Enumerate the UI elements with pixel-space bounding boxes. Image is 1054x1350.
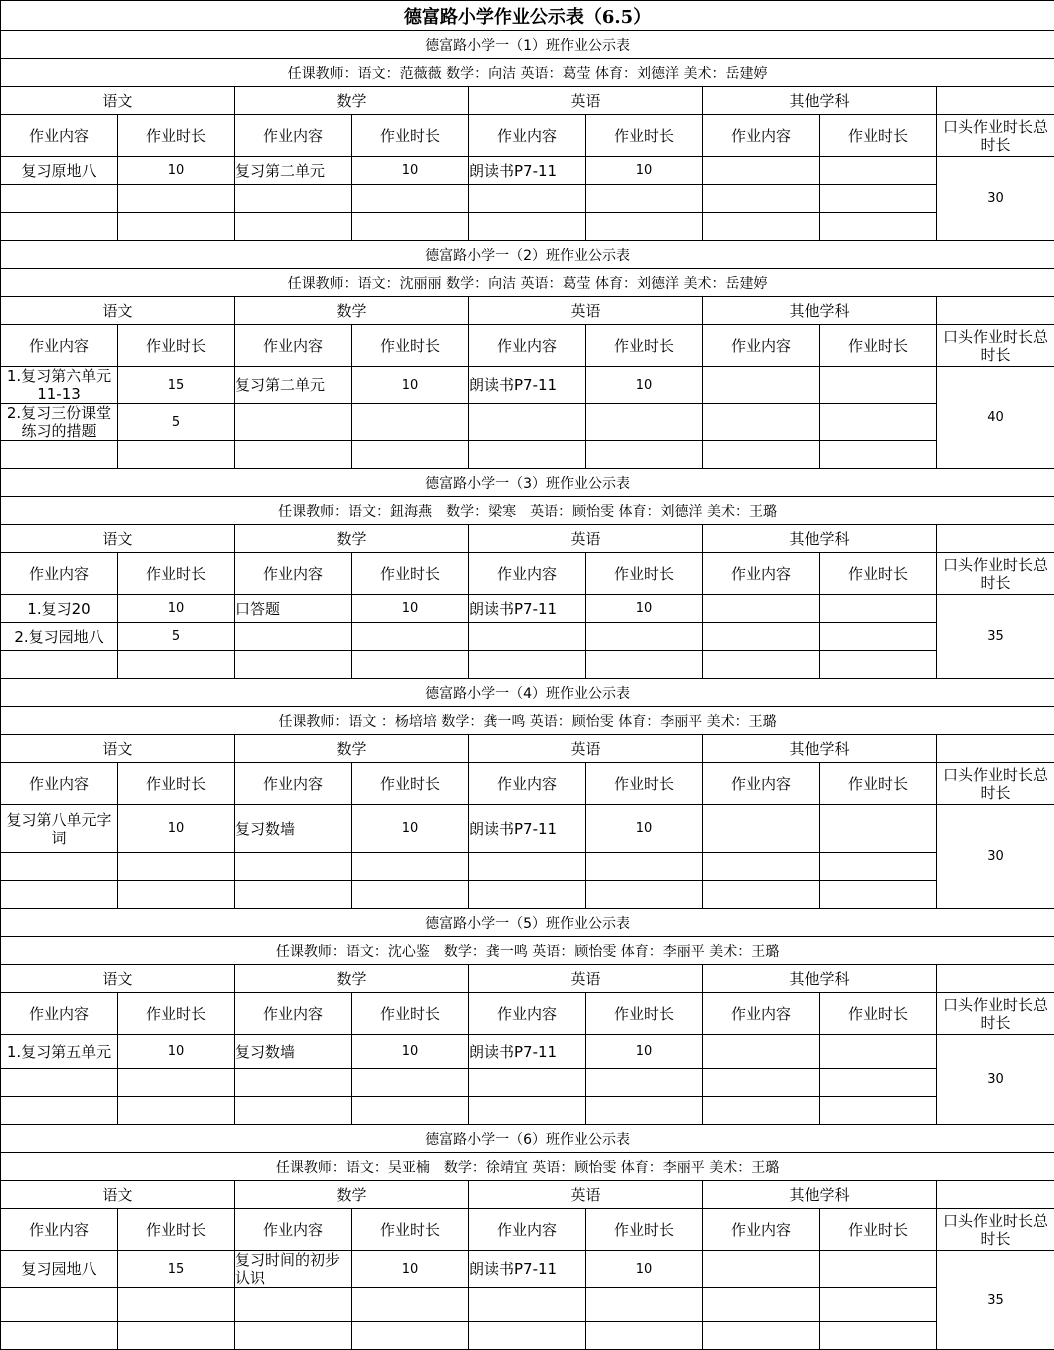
english-content bbox=[469, 1097, 586, 1125]
math-duration bbox=[352, 441, 469, 469]
math-duration bbox=[352, 1097, 469, 1125]
header-content: 作业内容 bbox=[1, 763, 118, 805]
english-content bbox=[469, 805, 586, 853]
english-duration bbox=[586, 651, 703, 679]
chinese-duration: 15 bbox=[118, 1251, 235, 1288]
english-content-text: 朗读书P7-11 bbox=[469, 600, 585, 618]
math-content-text: 复习数墙 bbox=[235, 820, 351, 838]
subject-english: 英语 bbox=[469, 735, 703, 763]
teacher-list: 任课教师：语文 ：杨培培 数学：龚一鸣 英语：顾怡雯 体育：李丽平 美术：王璐 bbox=[1, 707, 1054, 735]
header-duration: 作业时长 bbox=[820, 325, 937, 367]
other-duration bbox=[820, 1251, 937, 1288]
empty-cell bbox=[937, 297, 1054, 325]
class-title: 德富路小学一（3）班作业公示表 bbox=[1, 469, 1054, 497]
chinese-duration: 10 bbox=[118, 595, 235, 623]
math-duration bbox=[352, 1288, 469, 1322]
chinese-content-text: 复习原地八 bbox=[1, 162, 117, 180]
chinese-content bbox=[1, 623, 118, 651]
english-content bbox=[469, 623, 586, 651]
header-content: 作业内容 bbox=[469, 553, 586, 595]
chinese-content bbox=[1, 185, 118, 213]
header-content: 作业内容 bbox=[235, 553, 352, 595]
chinese-content bbox=[1, 1322, 118, 1350]
english-duration bbox=[586, 404, 703, 441]
english-content-text: 朗读书P7-11 bbox=[469, 820, 585, 838]
subject-math: 数学 bbox=[235, 735, 469, 763]
chinese-duration: 10 bbox=[118, 805, 235, 853]
header-content: 作业内容 bbox=[1, 1209, 118, 1251]
english-content-text: 朗读书P7-11 bbox=[469, 376, 585, 394]
header-duration: 作业时长 bbox=[352, 115, 469, 157]
total-duration: 35 bbox=[937, 595, 1054, 679]
math-duration: 10 bbox=[352, 367, 469, 404]
english-content bbox=[469, 881, 586, 909]
chinese-content bbox=[1, 1069, 118, 1097]
english-duration: 10 bbox=[586, 1251, 703, 1288]
english-duration: 10 bbox=[586, 367, 703, 404]
header-content: 作业内容 bbox=[703, 1209, 820, 1251]
chinese-content-text: 1.复习第六单元11-13 bbox=[1, 367, 117, 403]
header-total bbox=[937, 325, 1054, 367]
math-duration: 10 bbox=[352, 157, 469, 185]
chinese-content bbox=[1, 1288, 118, 1322]
english-duration bbox=[586, 853, 703, 881]
subject-english: 英语 bbox=[469, 965, 703, 993]
header-content: 作业内容 bbox=[469, 763, 586, 805]
english-content bbox=[469, 1288, 586, 1322]
header-duration: 作业时长 bbox=[586, 325, 703, 367]
english-duration bbox=[586, 441, 703, 469]
english-content bbox=[469, 213, 586, 241]
english-duration bbox=[586, 1069, 703, 1097]
table-row bbox=[1, 157, 1054, 185]
chinese-duration: 5 bbox=[118, 623, 235, 651]
chinese-content-text: 复习园地八 bbox=[1, 1260, 117, 1278]
other-duration bbox=[820, 881, 937, 909]
other-duration bbox=[820, 1288, 937, 1322]
header-duration: 作业时长 bbox=[352, 993, 469, 1035]
english-content bbox=[469, 651, 586, 679]
subject-chinese: 语文 bbox=[1, 965, 235, 993]
subject-math: 数学 bbox=[235, 87, 469, 115]
header-total-text: 口头作业时长总时长 bbox=[937, 118, 1054, 154]
subject-chinese: 语文 bbox=[1, 1181, 235, 1209]
header-content: 作业内容 bbox=[235, 115, 352, 157]
table-row bbox=[1, 853, 1054, 881]
table-row bbox=[1, 1251, 1054, 1288]
page-title: 德富路小学作业公示表（6.5） bbox=[1, 1, 1054, 31]
header-duration: 作业时长 bbox=[118, 993, 235, 1035]
chinese-content bbox=[1, 157, 118, 185]
english-duration: 10 bbox=[586, 805, 703, 853]
header-duration: 作业时长 bbox=[820, 115, 937, 157]
class-title: 德富路小学一（1）班作业公示表 bbox=[1, 31, 1054, 59]
other-content bbox=[703, 805, 820, 853]
chinese-content bbox=[1, 595, 118, 623]
english-content-text: 朗读书P7-11 bbox=[469, 162, 585, 180]
math-duration: 10 bbox=[352, 1035, 469, 1069]
chinese-duration: 10 bbox=[118, 1035, 235, 1069]
chinese-duration bbox=[118, 185, 235, 213]
chinese-content bbox=[1, 1097, 118, 1125]
subject-chinese: 语文 bbox=[1, 297, 235, 325]
subject-chinese: 语文 bbox=[1, 87, 235, 115]
english-content bbox=[469, 1035, 586, 1069]
other-content bbox=[703, 881, 820, 909]
math-content bbox=[235, 1322, 352, 1350]
english-duration: 10 bbox=[586, 1035, 703, 1069]
math-content bbox=[235, 1288, 352, 1322]
teacher-list: 任课教师：语文：吴亚楠 数学：徐靖宜 英语：顾怡雯 体育：李丽平 美术：王璐 bbox=[1, 1153, 1054, 1181]
total-duration: 30 bbox=[937, 157, 1054, 241]
subject-chinese: 语文 bbox=[1, 735, 235, 763]
other-content bbox=[703, 623, 820, 651]
math-content bbox=[235, 441, 352, 469]
math-content bbox=[235, 853, 352, 881]
chinese-content-text: 复习第八单元字词 bbox=[1, 811, 117, 847]
header-total bbox=[937, 1209, 1054, 1251]
other-content bbox=[703, 157, 820, 185]
english-content bbox=[469, 185, 586, 213]
chinese-content-text: 2.复习园地八 bbox=[1, 628, 117, 646]
subject-other: 其他学科 bbox=[703, 1181, 937, 1209]
table-row bbox=[1, 1288, 1054, 1322]
math-content bbox=[235, 404, 352, 441]
math-content bbox=[235, 805, 352, 853]
math-content bbox=[235, 1069, 352, 1097]
chinese-duration: 5 bbox=[118, 404, 235, 441]
math-content bbox=[235, 881, 352, 909]
english-duration bbox=[586, 881, 703, 909]
english-duration bbox=[586, 1097, 703, 1125]
math-content-text: 复习第二单元 bbox=[235, 376, 351, 394]
math-content bbox=[235, 1251, 352, 1288]
other-content bbox=[703, 1069, 820, 1097]
header-duration: 作业时长 bbox=[586, 763, 703, 805]
english-duration bbox=[586, 213, 703, 241]
header-total-text: 口头作业时长总时长 bbox=[937, 766, 1054, 802]
header-total bbox=[937, 763, 1054, 805]
chinese-duration bbox=[118, 1097, 235, 1125]
other-content bbox=[703, 404, 820, 441]
table-row bbox=[1, 1069, 1054, 1097]
header-duration: 作业时长 bbox=[352, 325, 469, 367]
chinese-content-text: 1.复习20 bbox=[1, 600, 117, 618]
class-block-2 bbox=[1, 241, 1054, 269]
teacher-list: 任课教师：语文：鈕海燕 数学：梁寒 英语：顾怡雯 体育：刘德洋 美术：王璐 bbox=[1, 497, 1054, 525]
subject-other: 其他学科 bbox=[703, 965, 937, 993]
math-content bbox=[235, 185, 352, 213]
header-duration: 作业时长 bbox=[586, 115, 703, 157]
header-total-text: 口头作业时长总时长 bbox=[937, 328, 1054, 364]
empty-cell bbox=[937, 87, 1054, 115]
english-duration bbox=[586, 1288, 703, 1322]
chinese-duration bbox=[118, 651, 235, 679]
subject-math: 数学 bbox=[235, 525, 469, 553]
chinese-content bbox=[1, 213, 118, 241]
class-block-3 bbox=[1, 469, 1054, 497]
other-content bbox=[703, 1097, 820, 1125]
header-duration: 作业时长 bbox=[352, 1209, 469, 1251]
header-total-text: 口头作业时长总时长 bbox=[937, 996, 1054, 1032]
other-content bbox=[703, 1251, 820, 1288]
table-row bbox=[1, 404, 1054, 441]
header-content: 作业内容 bbox=[703, 993, 820, 1035]
math-content bbox=[235, 651, 352, 679]
header-content: 作业内容 bbox=[469, 115, 586, 157]
other-duration bbox=[820, 185, 937, 213]
total-duration: 30 bbox=[937, 1035, 1054, 1125]
header-duration: 作业时长 bbox=[352, 763, 469, 805]
math-duration: 10 bbox=[352, 1251, 469, 1288]
empty-cell bbox=[937, 735, 1054, 763]
table-row bbox=[1, 367, 1054, 404]
table-row bbox=[1, 623, 1054, 651]
chinese-duration: 15 bbox=[118, 367, 235, 404]
chinese-duration bbox=[118, 441, 235, 469]
other-content bbox=[703, 1322, 820, 1350]
english-content bbox=[469, 367, 586, 404]
header-duration: 作业时长 bbox=[586, 553, 703, 595]
other-duration bbox=[820, 1322, 937, 1350]
subject-chinese: 语文 bbox=[1, 525, 235, 553]
english-content bbox=[469, 441, 586, 469]
other-content bbox=[703, 595, 820, 623]
table-row bbox=[1, 185, 1054, 213]
other-duration bbox=[820, 441, 937, 469]
teacher-list: 任课教师：语文：沈丽丽 数学：向洁 英语：葛莹 体育：刘德洋 美术：岳建婷 bbox=[1, 269, 1054, 297]
math-duration bbox=[352, 185, 469, 213]
header-content: 作业内容 bbox=[469, 1209, 586, 1251]
table-row bbox=[1, 1035, 1054, 1069]
math-content bbox=[235, 367, 352, 404]
table-row bbox=[1, 213, 1054, 241]
english-content bbox=[469, 404, 586, 441]
class-title: 德富路小学一（5）班作业公示表 bbox=[1, 909, 1054, 937]
header-duration: 作业时长 bbox=[820, 1209, 937, 1251]
header-content: 作业内容 bbox=[703, 553, 820, 595]
math-duration: 10 bbox=[352, 805, 469, 853]
table-row bbox=[1, 651, 1054, 679]
header-content: 作业内容 bbox=[1, 325, 118, 367]
header-content: 作业内容 bbox=[703, 325, 820, 367]
other-content bbox=[703, 367, 820, 404]
chinese-content-text: 2.复习三份课堂练习的措题 bbox=[1, 404, 117, 440]
other-content bbox=[703, 185, 820, 213]
chinese-content bbox=[1, 1251, 118, 1288]
table-row bbox=[1, 595, 1054, 623]
math-duration bbox=[352, 651, 469, 679]
math-content-text: 复习第二单元 bbox=[235, 162, 351, 180]
header-content: 作业内容 bbox=[1, 553, 118, 595]
math-content bbox=[235, 623, 352, 651]
subject-other: 其他学科 bbox=[703, 735, 937, 763]
subject-english: 英语 bbox=[469, 87, 703, 115]
other-duration bbox=[820, 1035, 937, 1069]
math-duration bbox=[352, 1322, 469, 1350]
chinese-duration bbox=[118, 1322, 235, 1350]
header-content: 作业内容 bbox=[703, 115, 820, 157]
header-duration: 作业时长 bbox=[118, 1209, 235, 1251]
english-content bbox=[469, 1069, 586, 1097]
other-content bbox=[703, 1288, 820, 1322]
class-title: 德富路小学一（2）班作业公示表 bbox=[1, 241, 1054, 269]
header-total-text: 口头作业时长总时长 bbox=[937, 556, 1054, 592]
class-block-4 bbox=[1, 679, 1054, 707]
math-duration bbox=[352, 404, 469, 441]
english-duration: 10 bbox=[586, 157, 703, 185]
english-duration bbox=[586, 185, 703, 213]
english-content-text: 朗读书P7-11 bbox=[469, 1260, 585, 1278]
header-duration: 作业时长 bbox=[586, 1209, 703, 1251]
header-content: 作业内容 bbox=[1, 993, 118, 1035]
header-duration: 作业时长 bbox=[118, 763, 235, 805]
header-total bbox=[937, 115, 1054, 157]
header-content: 作业内容 bbox=[235, 1209, 352, 1251]
subject-english: 英语 bbox=[469, 297, 703, 325]
table-row bbox=[1, 805, 1054, 853]
math-duration bbox=[352, 881, 469, 909]
chinese-content bbox=[1, 651, 118, 679]
other-duration bbox=[820, 367, 937, 404]
other-duration bbox=[820, 404, 937, 441]
other-duration bbox=[820, 853, 937, 881]
header-duration: 作业时长 bbox=[820, 993, 937, 1035]
other-content bbox=[703, 213, 820, 241]
table-row bbox=[1, 441, 1054, 469]
header-total-text: 口头作业时长总时长 bbox=[937, 1212, 1054, 1248]
header-content: 作业内容 bbox=[469, 325, 586, 367]
total-duration: 40 bbox=[937, 367, 1054, 469]
math-duration bbox=[352, 213, 469, 241]
header-content: 作业内容 bbox=[235, 325, 352, 367]
header-content: 作业内容 bbox=[235, 763, 352, 805]
english-content-text: 朗读书P7-11 bbox=[469, 1043, 585, 1061]
english-duration: 10 bbox=[586, 595, 703, 623]
table-row bbox=[1, 1097, 1054, 1125]
other-duration bbox=[820, 213, 937, 241]
table-row bbox=[1, 881, 1054, 909]
subject-english: 英语 bbox=[469, 525, 703, 553]
class-title: 德富路小学一（6）班作业公示表 bbox=[1, 1125, 1054, 1153]
math-duration bbox=[352, 853, 469, 881]
class-title: 德富路小学一（4）班作业公示表 bbox=[1, 679, 1054, 707]
math-duration bbox=[352, 1069, 469, 1097]
subject-english: 英语 bbox=[469, 1181, 703, 1209]
math-content-text: 口答题 bbox=[235, 600, 351, 618]
math-content bbox=[235, 1097, 352, 1125]
other-duration bbox=[820, 623, 937, 651]
other-content bbox=[703, 853, 820, 881]
class-block-1 bbox=[1, 31, 1054, 59]
header-total bbox=[937, 553, 1054, 595]
chinese-content bbox=[1, 441, 118, 469]
other-content bbox=[703, 1035, 820, 1069]
header-total bbox=[937, 993, 1054, 1035]
empty-cell bbox=[937, 965, 1054, 993]
header-duration: 作业时长 bbox=[586, 993, 703, 1035]
table-row bbox=[1, 1322, 1054, 1350]
empty-cell bbox=[937, 1181, 1054, 1209]
chinese-duration bbox=[118, 853, 235, 881]
other-content bbox=[703, 441, 820, 469]
english-content bbox=[469, 595, 586, 623]
header-duration: 作业时长 bbox=[118, 553, 235, 595]
chinese-content bbox=[1, 1035, 118, 1069]
math-duration bbox=[352, 623, 469, 651]
header-content: 作业内容 bbox=[703, 763, 820, 805]
chinese-content-text: 1.复习第五单元 bbox=[1, 1043, 117, 1061]
subject-other: 其他学科 bbox=[703, 297, 937, 325]
header-content: 作业内容 bbox=[1, 115, 118, 157]
other-duration bbox=[820, 157, 937, 185]
total-duration: 35 bbox=[937, 1251, 1054, 1350]
chinese-content bbox=[1, 853, 118, 881]
header-content: 作业内容 bbox=[469, 993, 586, 1035]
english-duration bbox=[586, 623, 703, 651]
total-duration: 30 bbox=[937, 805, 1054, 909]
chinese-duration bbox=[118, 1069, 235, 1097]
subject-math: 数学 bbox=[235, 965, 469, 993]
other-duration bbox=[820, 805, 937, 853]
other-duration bbox=[820, 595, 937, 623]
subject-other: 其他学科 bbox=[703, 87, 937, 115]
other-duration bbox=[820, 1097, 937, 1125]
math-duration: 10 bbox=[352, 595, 469, 623]
teacher-list: 任课教师：语文：沈心鉴 数学：龚一鸣 英语：顾怡雯 体育：李丽平 美术：王璐 bbox=[1, 937, 1054, 965]
math-content bbox=[235, 213, 352, 241]
other-content bbox=[703, 651, 820, 679]
subject-other: 其他学科 bbox=[703, 525, 937, 553]
class-block-5 bbox=[1, 909, 1054, 937]
class-block-6 bbox=[1, 1125, 1054, 1153]
teacher-list: 任课教师：语文：范薇薇 数学：向洁 英语：葛莹 体育：刘德洋 美术：岳建婷 bbox=[1, 59, 1054, 87]
chinese-duration: 10 bbox=[118, 157, 235, 185]
math-content bbox=[235, 157, 352, 185]
chinese-duration bbox=[118, 881, 235, 909]
other-duration bbox=[820, 1069, 937, 1097]
other-duration bbox=[820, 651, 937, 679]
header-duration: 作业时长 bbox=[820, 553, 937, 595]
math-content bbox=[235, 1035, 352, 1069]
chinese-content bbox=[1, 881, 118, 909]
header-content: 作业内容 bbox=[235, 993, 352, 1035]
english-duration bbox=[586, 1322, 703, 1350]
subject-math: 数学 bbox=[235, 1181, 469, 1209]
header-duration: 作业时长 bbox=[352, 553, 469, 595]
english-content bbox=[469, 157, 586, 185]
english-content bbox=[469, 853, 586, 881]
math-content bbox=[235, 595, 352, 623]
chinese-content bbox=[1, 805, 118, 853]
header-duration: 作业时长 bbox=[118, 325, 235, 367]
math-content-text: 复习时间的初步认识 bbox=[235, 1251, 351, 1287]
english-content bbox=[469, 1251, 586, 1288]
english-content bbox=[469, 1322, 586, 1350]
chinese-duration bbox=[118, 1288, 235, 1322]
header-duration: 作业时长 bbox=[820, 763, 937, 805]
math-content-text: 复习数墙 bbox=[235, 1043, 351, 1061]
chinese-duration bbox=[118, 213, 235, 241]
subject-math: 数学 bbox=[235, 297, 469, 325]
empty-cell bbox=[937, 525, 1054, 553]
header-duration: 作业时长 bbox=[118, 115, 235, 157]
chinese-content bbox=[1, 367, 118, 404]
chinese-content bbox=[1, 404, 118, 441]
